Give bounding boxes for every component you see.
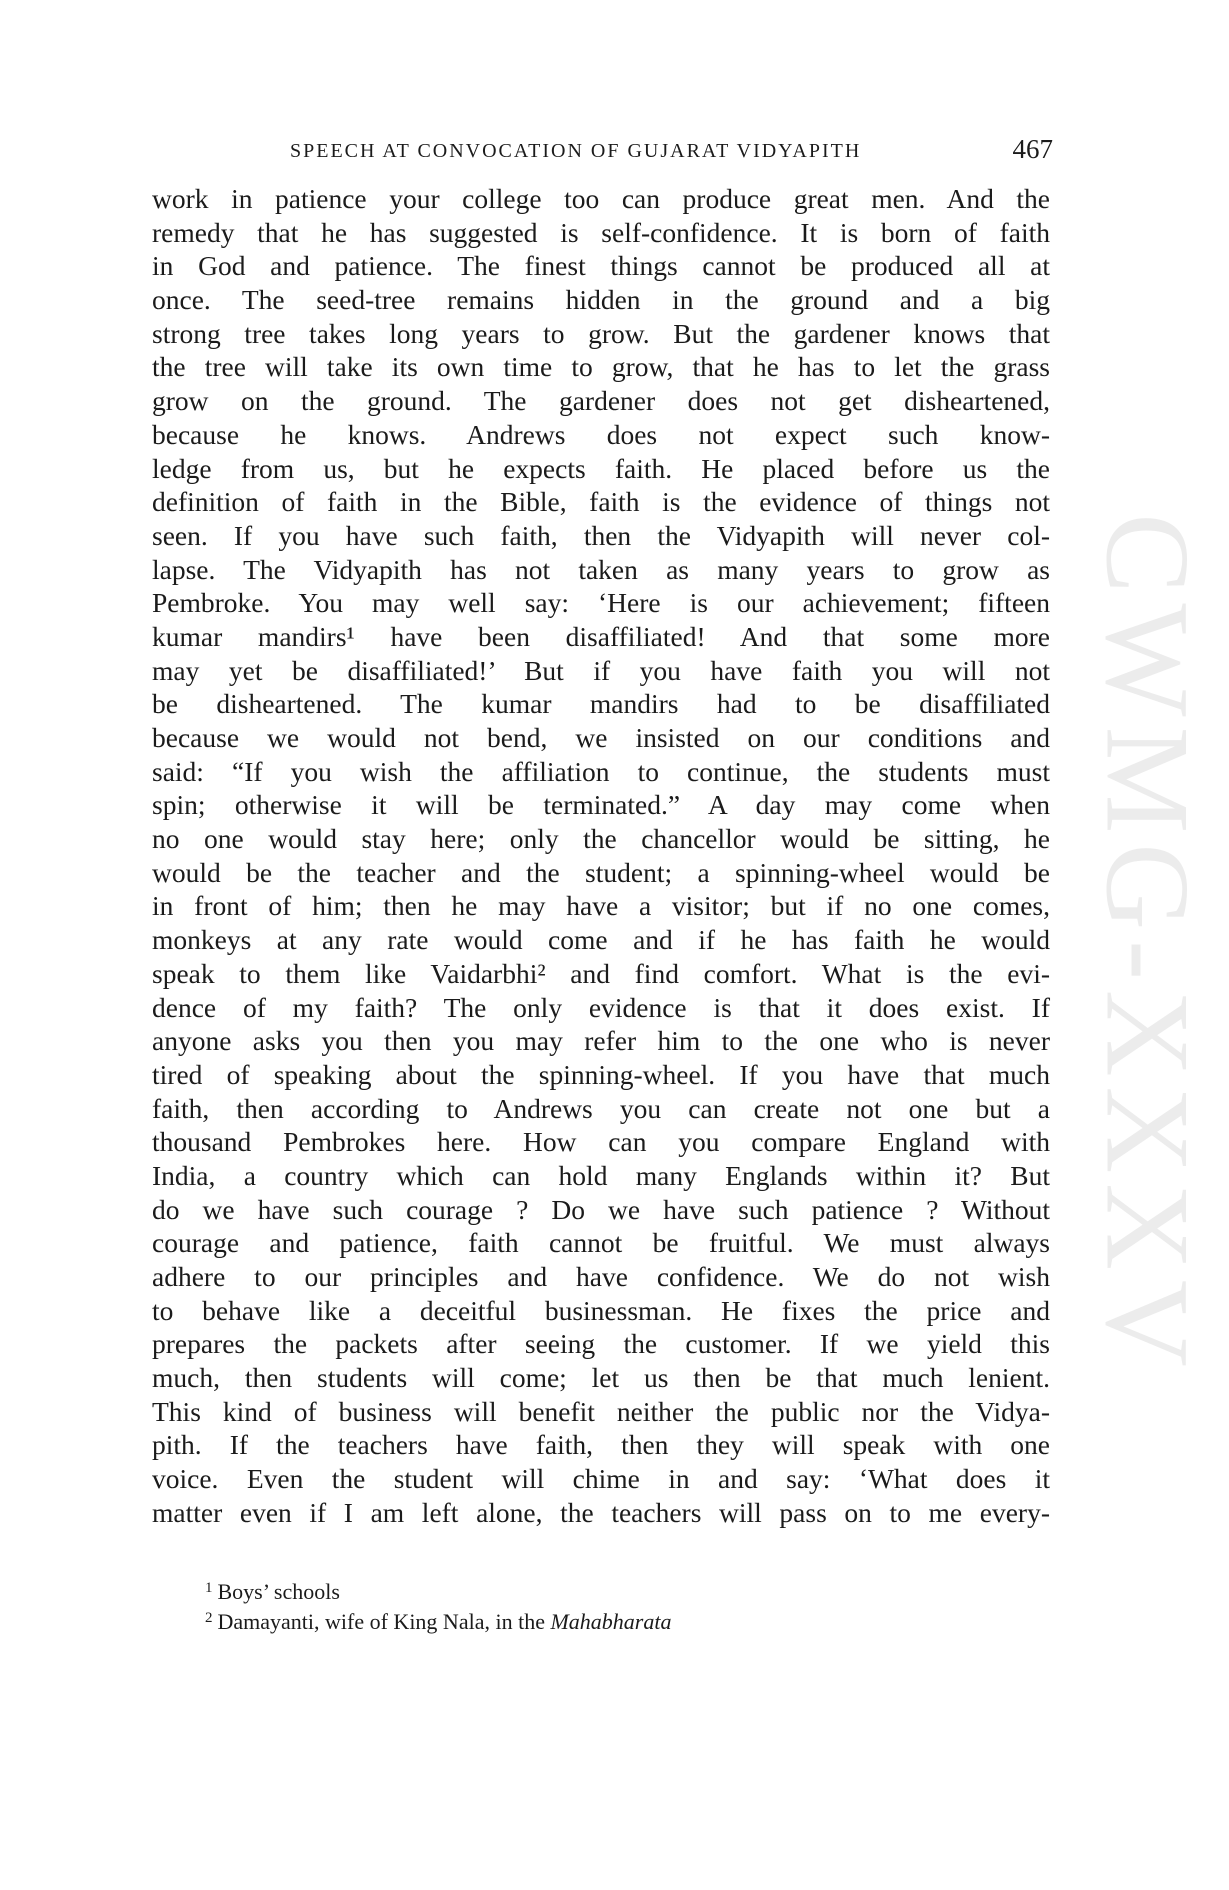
text-line: may yet be disaffiliated!’ But if you have faith you will not <box>152 654 1050 686</box>
text-line: matter even if I am left alone, the teachers will pass on to me every- <box>152 1496 1050 1528</box>
text-line: Pembroke. You may well say: ‘Here is our achievement; fifteen <box>152 587 1050 619</box>
text-line: lapse. The Vidyapith has not taken as many years to grow as <box>152 553 1050 585</box>
text-line: in God and patience. The finest things cannot be produced all at <box>152 250 1050 282</box>
footnote-mark: 2 <box>205 1610 213 1626</box>
text-line: adhere to our principles and have confidence. We do not wish <box>152 1261 1050 1292</box>
text-line: voice. Even the student will chime in and say: ‘What does it <box>152 1463 1050 1495</box>
page-header <box>290 134 1053 168</box>
running-head: SPEECH AT CONVOCATION OF GUJARAT VIDYAPITH <box>290 140 862 162</box>
footnote-text: Boys’ schools <box>217 1579 340 1604</box>
text-line: dence of my faith? The only evidence is that it does exist. If <box>152 991 1050 1023</box>
text-line: faith, then according to Andrews you can create not one but a <box>152 1092 1050 1124</box>
text-line: much, then students will come; let us then be that much lenient. <box>152 1362 1050 1394</box>
watermark <box>1060 430 1210 1460</box>
footnote <box>205 1603 905 1633</box>
text-line: courage and patience, faith cannot be fruitful. We must always <box>152 1227 1050 1259</box>
text-line: do we have such courage ? Do we have such patience ? Without <box>152 1193 1050 1225</box>
text-line: because we would not bend, we insisted on our conditions and <box>152 722 1050 753</box>
text-line: because he knows. Andrews does not expect such know- <box>152 418 1050 450</box>
footnote-emphasis: Mahabharata <box>550 1609 672 1634</box>
text-line: speak to them like Vaidarbhi² and find comfort. What is the evi- <box>152 957 1050 989</box>
text-line: definition of faith in the Bible, faith is the evidence of things not <box>152 486 1050 518</box>
text-line: India, a country which can hold many Englands within it? But <box>152 1159 1050 1191</box>
text-line: remedy that he has suggested is self-confidence. It is born of faith <box>152 216 1050 248</box>
text-line: tired of speaking about the spinning-wheel. If you have that much <box>152 1058 1050 1090</box>
text-line: strong tree takes long years to grow. But the gardener knows that <box>152 317 1050 349</box>
footnote-mark: 1 <box>205 1580 213 1596</box>
text-line: would be the teacher and the student; a spinning-wheel would be <box>152 856 1050 888</box>
text-line: prepares the packets after seeing the customer. If we yield this <box>152 1328 1050 1360</box>
text-line: kumar mandirs¹ have been disaffiliated! And that some more <box>152 620 1050 652</box>
text-line: said: “If you wish the affiliation to continue, the students must <box>152 755 1050 787</box>
body-text <box>152 182 1050 1530</box>
text-line: spin; otherwise it will be terminated.” A day may come when <box>152 789 1050 821</box>
text-line: to behave like a deceitful businessman. He fixes the price and <box>152 1294 1050 1326</box>
text-line: monkeys at any rate would come and if he has faith he would <box>152 924 1050 956</box>
footnotes <box>205 1573 905 1633</box>
page-number: 467 <box>1012 134 1053 164</box>
footnote <box>205 1573 905 1603</box>
text-line: once. The seed-tree remains hidden in the ground and a big <box>152 284 1050 316</box>
footnote-text: Damayanti, wife of King Nala, in the <box>217 1609 551 1634</box>
text-line: seen. If you have such faith, then the Vidyapith will never col- <box>152 519 1050 551</box>
text-line: be disheartened. The kumar mandirs had to be disaffiliated <box>152 688 1050 720</box>
text-line: no one would stay here; only the chancellor would be sitting, he <box>152 823 1050 855</box>
text-line: grow on the ground. The gardener does not get disheartened, <box>152 385 1050 417</box>
text-line: the tree will take its own time to grow, that he has to let the grass <box>152 351 1050 383</box>
text-line: work in patience your college too can produce great men. And the <box>152 183 1050 214</box>
text-line: ledge from us, but he expects faith. He placed before us the <box>152 452 1050 484</box>
text-line: in front of him; then he may have a visitor; but if no one comes, <box>152 890 1050 922</box>
watermark-text: CWMG-XXXV <box>1081 513 1210 1377</box>
text-line: pith. If the teachers have faith, then they will speak with one <box>152 1429 1050 1461</box>
text-line: thousand Pembrokes here. How can you compare England with <box>152 1126 1050 1158</box>
text-line: anyone asks you then you may refer him to the one who is never <box>152 1025 1050 1057</box>
text-line: This kind of business will benefit neither the public nor the Vidya- <box>152 1395 1050 1427</box>
